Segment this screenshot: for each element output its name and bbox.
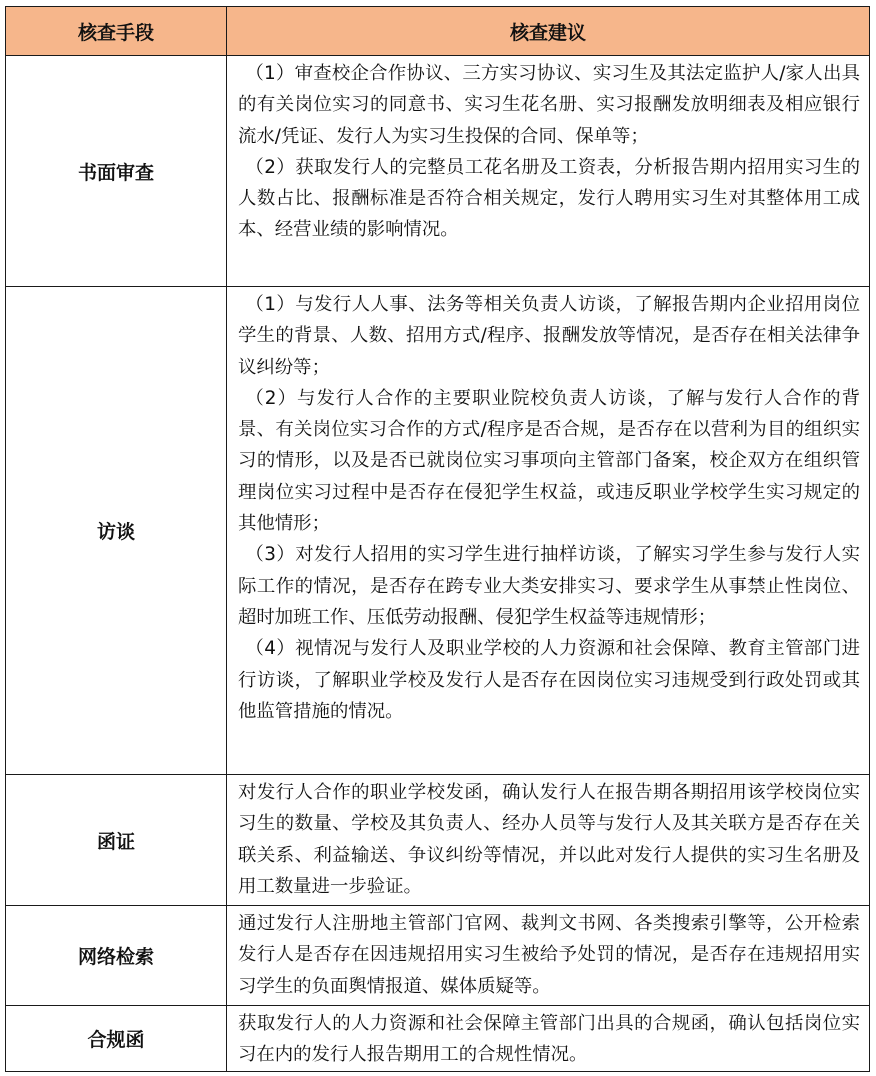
- method-cell: 函证: [6, 775, 227, 906]
- method-cell: 合规函: [6, 1006, 227, 1072]
- advice-paragraph: （2）获取发行人的完整员工花名册及工资表，分析报告期内招用实习生的人数占比、报酬标准是否符合相关规定，发行人聘用实习生对其整体用工成本、经营业绩的影响情况。: [238, 156, 860, 241]
- table-row-compliance-letter: [6, 1006, 870, 1072]
- advice-paragraph: 对发行人合作的职业学校发函，确认发行人在报告期各期招用该学校岗位实习生的数量、学校及其负责人、经办人员等与发行人及其关联方是否存在关联关系、利益输送、争议纠纷等情况，并以此对发行人提供的实习生名册及用工数量进一步验证。: [238, 782, 860, 897]
- advice-paragraph: （4）视情况与发行人及职业学校的人力资源和社会保障、教育主管部门进行访谈，了解职业学校及发行人是否存在因岗位实习违规受到行政处罚或其他监管措施的情况。: [238, 638, 860, 722]
- verification-table: [5, 6, 870, 1072]
- advice-paragraph: （3）对发行人招用的实习学生进行抽样访谈，了解实习学生参与发行人实际工作的情况，是否存在跨专业大类安排实习、要求学生从事禁止性岗位、超时加班工作、压低劳动报酬、侵犯学生权益等违规情形；: [238, 544, 860, 628]
- advice-cell: [227, 287, 870, 775]
- table-header-row: [6, 7, 870, 56]
- advice-paragraph: 获取发行人的人力资源和社会保障主管部门出具的合规函，确认包括岗位实习在内的发行人报告期用工的合规性情况。: [238, 1013, 860, 1066]
- advice-paragraph: （1）审查校企合作协议、三方实习协议、实习生及其法定监护人/家人出具的有关岗位实习的同意书、实习生花名册、实习报酬发放明细表及相应银行流水/凭证、发行人为实习生投保的合同、保单等；: [238, 63, 860, 147]
- table-row-confirmation-letter: [6, 775, 870, 906]
- advice-paragraph: 通过发行人注册地主管部门官网、裁判文书网、各类搜索引擎等，公开检索发行人是否存在因违规招用实习生被给予处罚的情况，是否存在违规招用实习学生的负面舆情报道、媒体质疑等。: [238, 913, 860, 997]
- advice-cell: [227, 1006, 870, 1072]
- advice-paragraph: （2）与发行人合作的主要职业院校负责人访谈，了解与发行人合作的背景、有关岗位实习合作的方式/程序是否合规，是否存在以营利为目的组织实习的情形，以及是否已就岗位实习事项向主管部门备案，校企双方在组织管理岗位实习过程中是否存在侵犯学生权益，或违反职业学校学生实习规定的其他情形；: [238, 387, 860, 535]
- advice-cell: [227, 775, 870, 906]
- method-cell: 网络检索: [6, 906, 227, 1006]
- table-row-web-search: [6, 906, 870, 1006]
- table-row-interview: [6, 287, 870, 775]
- advice-cell: [227, 906, 870, 1006]
- advice-cell: [227, 56, 870, 287]
- advice-paragraph: （1）与发行人人事、法务等相关负责人访谈，了解报告期内企业招用岗位学生的背景、人数、招用方式/程序、报酬发放等情况，是否存在相关法律争议纠纷等；: [238, 294, 860, 378]
- method-cell: 书面审查: [6, 56, 227, 287]
- table-row-written-review: [6, 56, 870, 287]
- header-method: 核查手段: [6, 7, 227, 56]
- header-advice: 核查建议: [227, 7, 870, 56]
- method-cell: 访谈: [6, 287, 227, 775]
